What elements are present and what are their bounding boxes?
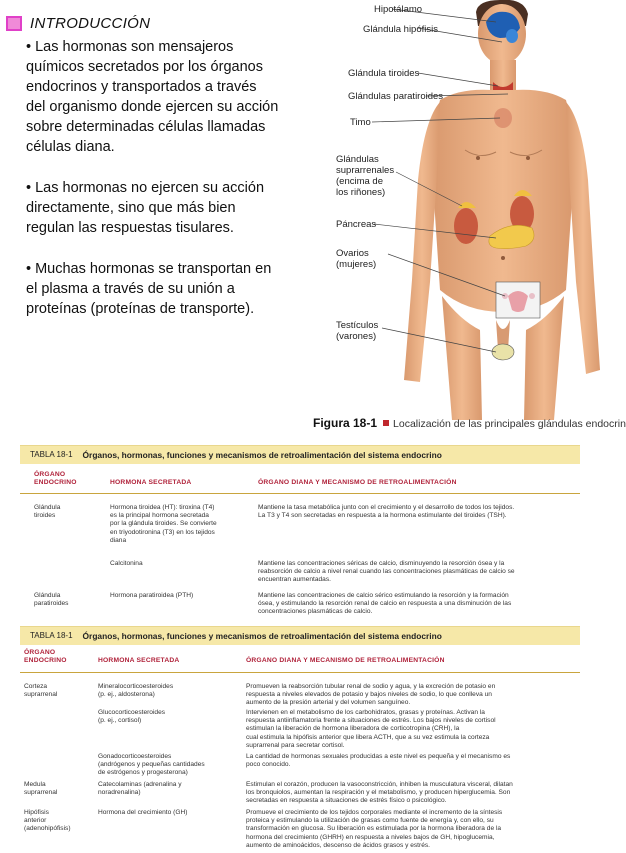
human-body-illustration [300,0,600,420]
table-row: Glándula tiroides Hormona tiroidea (HT): tiroxina (T4) es la principal hormona secretada por la glándula tiroides. Se convierte en triyodotironina (T3) en los tejidos diana Mantiene la tasa metabólica junto con el crecimiento y el desarrollo de todos los tejidos. La T3 y T4 son secretadas en respuesta a la hormona estimulante del tiroides (TSH). [34,504,515,544]
table-row: Glucocorticoesteroides (p. ej., cortisol) Intervienen en el metabolismo de los carbohidratos, grasas y proteínas. Activan la respuesta antiinflamatoria frente a situaciones de estrés. Los bajos niveles de cortisol estimulan la liberación de hormona liberadora de corticotropina (CRH), la cual estimula la hipófisis anterior que libera ACTH, que a su vez estimula la corteza suprarrenal para secretar cortisol. [98,709,496,749]
label-hipofisis: Glándula hipófisis [363,24,438,35]
pink-bullet-icon [6,16,22,31]
table-row: Medula suprarrenal Catecolaminas (adrenalina y noradrenalina) Estimulan el corazón, producen la vasoconstricción, inhiben la musculatura visceral, dilatan los bronquiolos, aumentan la respiración y el metabolismo, y producen hiperglucemia. Son secretadas en respuesta a situaciones de estrés físico o psicológico. [24,781,513,805]
header-organ: ÓRGANO ENDOCRINO [34,471,77,486]
table-row: Calcitonina Mantiene las concentraciones séricas de calcio, disminuyendo la resorción ósea y la reabsorción de calcio a nivel renal cuando las concentraciones plasmáticas de calcio se encuentran aumentadas. [110,560,515,584]
table-row: Corteza suprarrenal Mineralocorticoesteroides (p. ej., aldosterona) Promueven la reabsorción tubular renal de sodio y agua, y la excreción de potasio en respuesta a niveles elevados de potasio y bajos niveles de sodio, lo que conlleva un aumento de la presión arterial y del volumen sanguíneo. [24,683,496,707]
intro-paragraph-1: • Las hormonas son mensajeros químicos secretados por los órganos endocrinos y transportados a través del organismo donde ejercen su acción sobre determinadas células llamadas células diana. [26,39,279,155]
table-2-title-band: TABLA 18-1 Órganos, hormonas, funciones y mecanismos de retroalimentación del sistema endocrino [20,626,580,645]
table-1 [20,445,580,622]
table-2 [20,626,580,853]
label-paratiroides: Glándulas paratiroides [348,91,444,102]
label-timo: Timo [350,117,371,128]
intro-title: INTRODUCCIÓN [30,14,151,32]
intro-section [6,12,296,319]
table-row: Glándula paratiroides Hormona paratiroidea (PTH) Mantiene las concentraciones de calcio sérico estimulando la resorción y la formación ósea, y estimulando la resorción renal de calcio en respuesta a una disminución de las concentraciones plasmáticas de calcio. [34,592,512,616]
header-organ: ÓRGANO ENDOCRINO [24,649,67,664]
table-2-header [20,645,580,673]
header-target: ÓRGANO DIANA Y MECANISMO DE RETROALIMENTACIÓN [258,479,457,486]
header-hormone: HORMONA SECRETADA [98,657,180,664]
label-ovarios: Ovarios (mujeres) [336,248,377,270]
label-testiculos: Testículos (varones) [336,320,379,342]
table-row: Gonadocorticoesteroides (andrógenos y pequeñas cantidades de estrógenos y progesterona) La cantidad de hormonas sexuales producidas a este nivel es pequeña y el mecanismo es poco conocido. [98,753,511,777]
label-tiroides: Glándula tiroides [348,68,420,79]
label-suprarrenales: Glándulas suprarrenales (encima de los riñones) [336,154,395,198]
table-1-title-band: TABLA 18-1 Órganos, hormonas, funciones y mecanismos de retroalimentación del sistema endocrino [20,445,580,464]
intro-paragraph-3: • Muchas hormonas se transportan en el plasma a través de su unión a proteínas (proteínas de transporte). [26,261,272,317]
table-row: Hipófisis anterior (adenohipófisis) Hormona del crecimiento (GH) Promueve el crecimiento de los tejidos corporales mediante el incremento de la síntesis proteica y estimulando la utilización de grasas como fuente de energía y, con ello, su transformación en glucosa. Su liberación es estimulada por la hormona liberadora de la hormona del crecimiento (GHRH) en respuesta a niveles bajos de GH, hipoglucemia, aumento de aminoácidos, descenso de ácidos grasos y estrés. [24,809,503,849]
intro-paragraph-2: • Las hormonas no ejercen su acción directamente, sino que más bien regulan las respuestas tisulares. [26,180,265,236]
intro-heading [6,12,296,34]
red-square-icon [383,420,389,426]
figure-caption: Figura 18-1 Localización de las principales glándulas endocrin [313,416,626,430]
label-hipotalamo: Hipotálamo [374,4,423,15]
table-1-header [20,464,580,494]
header-target: ÓRGANO DIANA Y MECANISMO DE RETROALIMENTACIÓN [246,657,445,664]
endocrine-figure [300,0,600,440]
label-pancreas: Páncreas [336,219,377,230]
header-hormone: HORMONA SECRETADA [110,479,192,486]
